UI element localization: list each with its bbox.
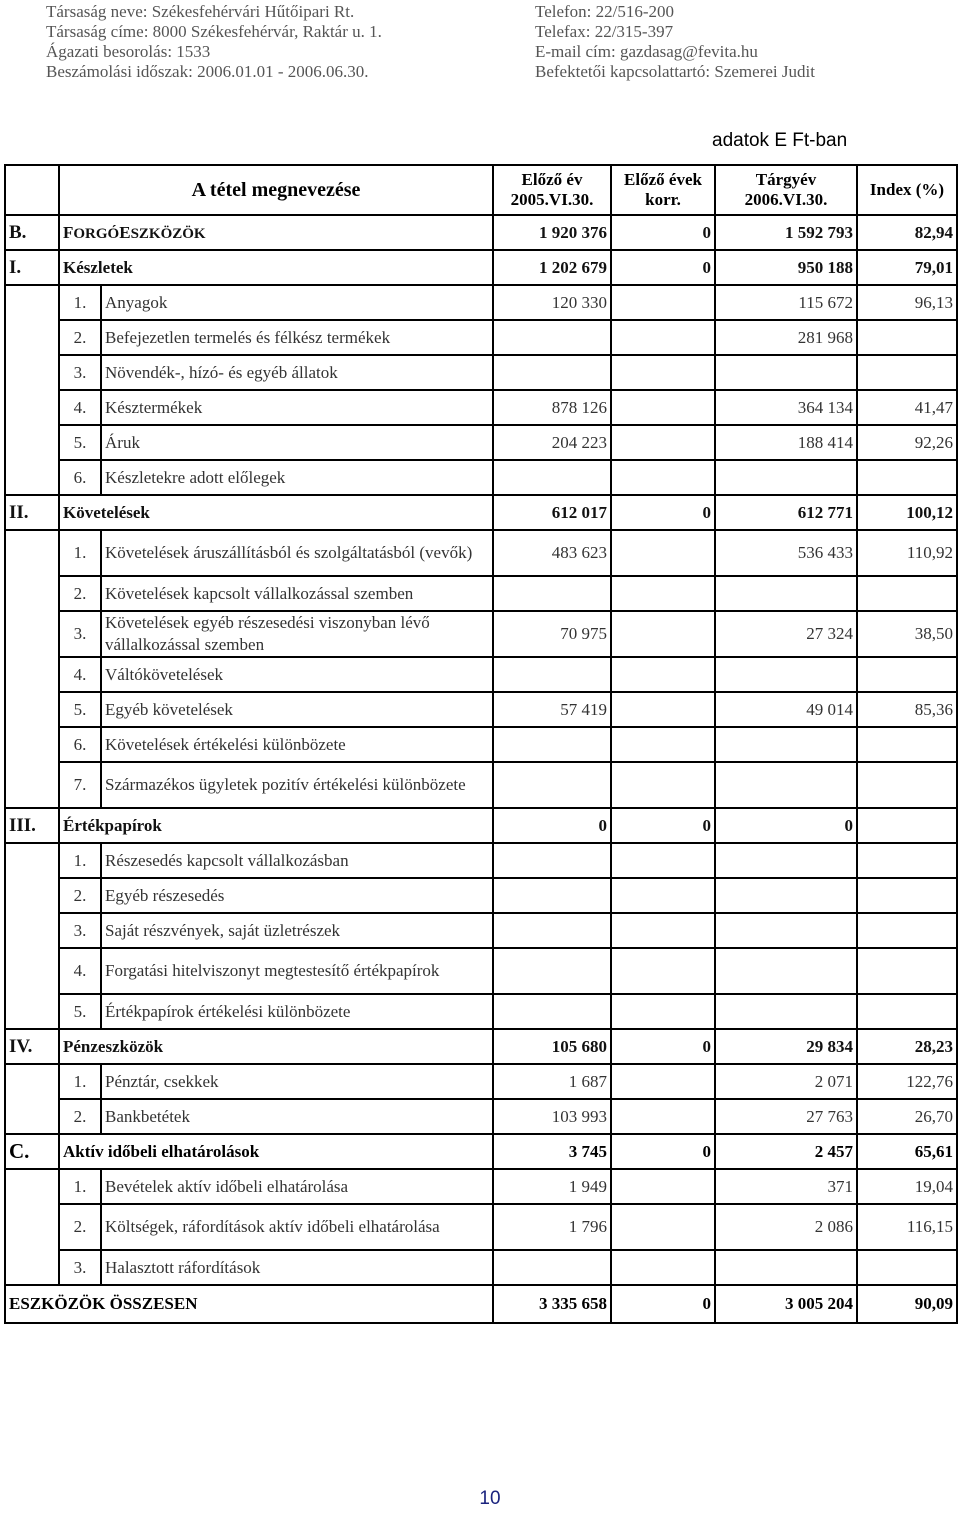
fax: Telefax: 22/315-397 [535, 22, 674, 41]
table-row: 2. Követelések kapcsolt vállalkozással szemben [5, 576, 957, 611]
table-row: 4. Váltókövetelések [5, 657, 957, 692]
contact-info [535, 2, 815, 82]
table-row: III. Értékpapírok 0 0 0 [5, 808, 957, 843]
company-name: Társaság neve: Székesfehérvári Hűtőipari Rt. [46, 2, 355, 21]
balance-sheet-table [4, 164, 958, 1324]
industry-code: Ágazati besorolás: 1533 [46, 42, 211, 61]
table-row: 2. Egyéb részesedés [5, 878, 957, 913]
table-row: 6. Követelések értékelési különbözete [5, 727, 957, 762]
table-header-row [5, 165, 957, 215]
table-row: 2. Befejezetlen termelés és félkész termékek 281 968 [5, 320, 957, 355]
table-row: 1. Követelések áruszállításból és szolgáltatásból (vevők) 483 623 536 433 110,92 [5, 530, 957, 576]
table-row: 3. Követelések egyéb részesedési viszonyban lévő vállalkozással szemben 70 975 27 324 38,50 [5, 611, 957, 657]
email: E-mail cím: gazdasag@fevita.hu [535, 42, 758, 61]
table-row: 5. Értékpapírok értékelési különbözete [5, 994, 957, 1029]
table-row: IV. Pénzeszközök 105 680 0 29 834 28,23 [5, 1029, 957, 1064]
reporting-period: Beszámolási időszak: 2006.01.01 - 2006.06.30. [46, 62, 369, 81]
table-row: 3. Saját részvények, saját üzletrészek [5, 913, 957, 948]
table-row: II. Követelések 612 017 0 612 771 100,12 [5, 495, 957, 530]
table-row: I. Készletek 1 202 679 0 950 188 79,01 [5, 250, 957, 285]
table-row: 5. Egyéb követelések 57 419 49 014 85,36 [5, 692, 957, 727]
table-row: 2. Bankbetétek 103 993 27 763 26,70 [5, 1099, 957, 1134]
units-note: adatok E Ft-ban [712, 130, 848, 151]
header-prev-year: Előző év 2005.VI.30. [493, 165, 611, 215]
header-item: A tétel megnevezése [59, 165, 493, 215]
header-current-year: Tárgyév 2006.VI.30. [715, 165, 857, 215]
table-row: B. FORGÓESZKÖZÖK 1 920 376 0 1 592 793 82,94 [5, 215, 957, 250]
phone: Telefon: 22/516-200 [535, 2, 675, 21]
header-corrections: Előző évek korr. [611, 165, 715, 215]
row-label: FORGÓESZKÖZÖK [59, 215, 493, 250]
page-number: 10 [479, 1488, 501, 1509]
table-row: 2. Költségek, ráfordítások aktív időbeli elhatárolása 1 796 2 086 116,15 [5, 1204, 957, 1250]
table-row: 1. Pénztár, csekkek 1 687 2 071 122,76 [5, 1064, 957, 1099]
table-row: 1. Anyagok 120 330 115 672 96,13 [5, 285, 957, 320]
table-row: 4. Késztermékek 878 126 364 134 41,47 [5, 390, 957, 425]
company-info [46, 2, 382, 82]
table-row: 6. Készletekre adott előlegek [5, 460, 957, 495]
table-row: C. Aktív időbeli elhatárolások 3 745 0 2 457 65,61 [5, 1134, 957, 1169]
table-row: 3. Növendék-, hízó- és egyéb állatok [5, 355, 957, 390]
table-row: 4. Forgatási hitelviszonyt megtestesítő értékpapírok [5, 948, 957, 994]
total-row: ESZKÖZÖK ÖSSZESEN 3 335 658 0 3 005 204 90,09 [5, 1285, 957, 1323]
investor-contact: Befektetői kapcsolattartó: Szemerei Judit [535, 62, 815, 81]
header-index: Index (%) [857, 165, 957, 215]
table-row: 1. Bevételek aktív időbeli elhatárolása 1 949 371 19,04 [5, 1169, 957, 1204]
company-address: Társaság címe: 8000 Székesfehérvár, Raktár u. 1. [46, 22, 382, 41]
table-row: 1. Részesedés kapcsolt vállalkozásban [5, 843, 957, 878]
table-row: 7. Származékos ügyletek pozitív értékelési különbözete [5, 762, 957, 808]
table-row: 5. Áruk 204 223 188 414 92,26 [5, 425, 957, 460]
table-row: 3. Halasztott ráfordítások [5, 1250, 957, 1285]
